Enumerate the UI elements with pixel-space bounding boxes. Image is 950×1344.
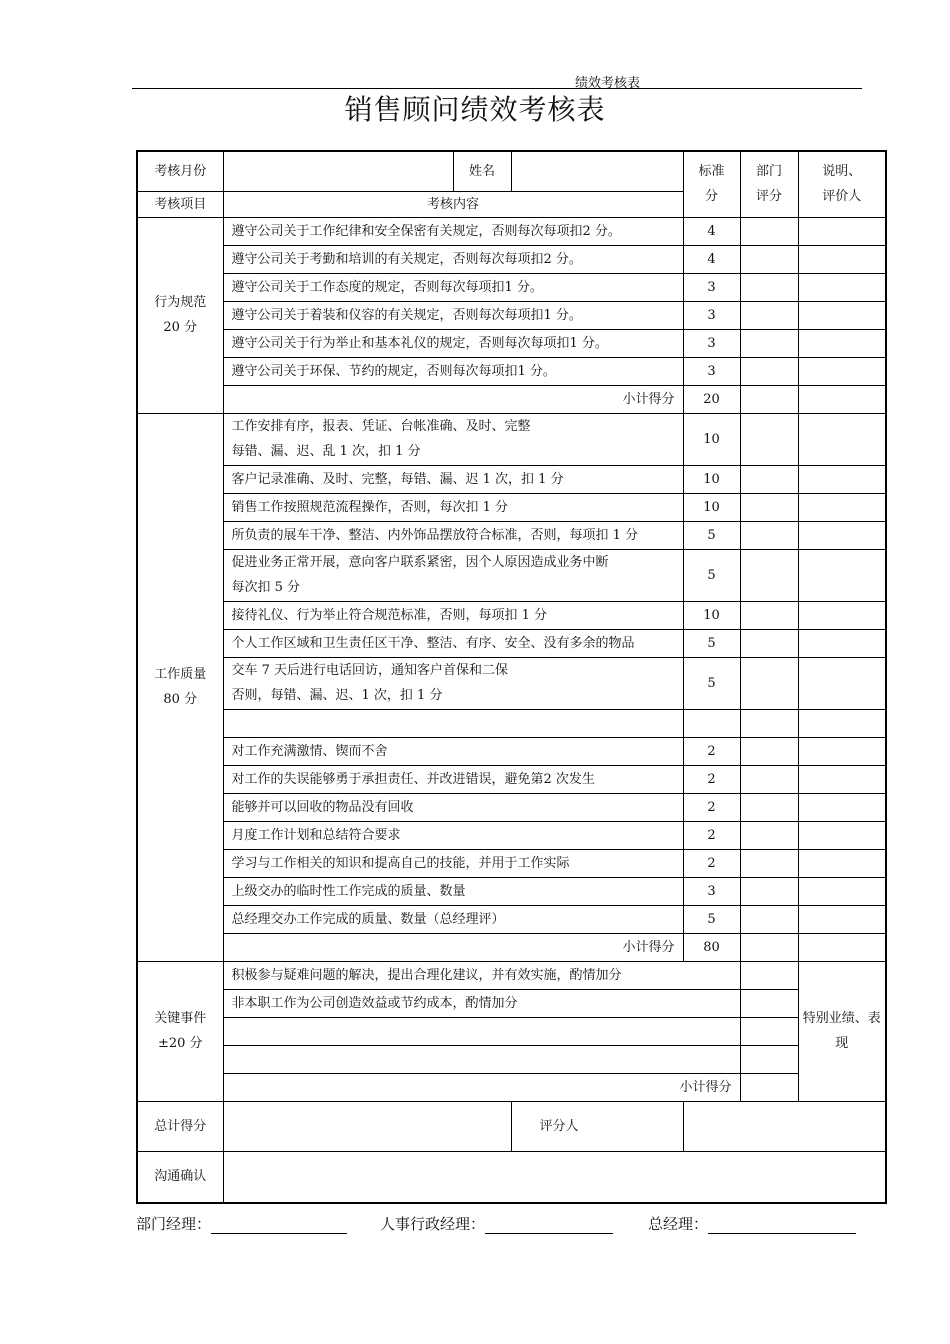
behavior-item-score: 4 [683, 217, 740, 245]
table-row [137, 245, 886, 273]
note-cell[interactable] [798, 657, 886, 709]
note-header: 说明、评价人 [798, 151, 886, 217]
dept-score-cell[interactable] [740, 273, 798, 301]
dept-score-cell[interactable] [740, 217, 798, 245]
behavior-item-text: 遵守公司关于着装和仪容的有关规定，否则每次每项扣1 分。 [223, 301, 683, 329]
table-row [137, 877, 886, 905]
quality-item-score: 10 [683, 601, 740, 629]
note-cell[interactable] [798, 329, 886, 357]
dept-manager-signature-line[interactable] [211, 1217, 347, 1234]
dept-score-cell[interactable] [740, 849, 798, 877]
dept-score-cell[interactable] [740, 905, 798, 933]
signoff-dept-manager [136, 1213, 347, 1234]
dept-score-cell[interactable] [740, 877, 798, 905]
quality-item-text: 对工作的失误能够勇于承担责任、并改进错误，避免第2 次发生 [223, 765, 683, 793]
quality-item-text: 学习与工作相关的知识和提高自己的技能，并用于工作实际 [223, 849, 683, 877]
dept-score-cell[interactable] [740, 245, 798, 273]
table-row [137, 709, 886, 737]
key-events-category-name: 关键事件 [154, 1011, 207, 1026]
note-cell[interactable] [798, 849, 886, 877]
dept-score-header: 部门评分 [740, 151, 798, 217]
quality-item-score: 2 [683, 793, 740, 821]
key-events-side-note: 特别业绩、表现 [798, 961, 886, 1101]
key-events-subtotal-cell[interactable] [740, 1073, 798, 1101]
quality-item-score: 3 [683, 877, 740, 905]
item-label: 考核项目 [137, 191, 223, 217]
table-row [137, 989, 886, 1017]
quality-subtotal-row [137, 933, 886, 961]
dept-score-cell[interactable] [740, 601, 798, 629]
total-field[interactable] [223, 1101, 511, 1151]
note-cell[interactable] [798, 245, 886, 273]
note-cell[interactable] [798, 521, 886, 549]
quality-item-text: 能够并可以回收的物品没有回收 [223, 793, 683, 821]
content-label: 考核内容 [223, 191, 683, 217]
dept-score-cell[interactable] [740, 385, 798, 413]
rater-label-cell [511, 1101, 683, 1151]
name-label: 姓名 [453, 151, 511, 191]
quality-item-text: 对工作充满激情、锲而不舍 [223, 737, 683, 765]
month-label: 考核月份 [137, 151, 223, 191]
quality-category-points: 80 分 [163, 692, 198, 707]
quality-item-text: 销售工作按照规范流程操作，否则，每次扣 1 分 [223, 493, 683, 521]
dept-score-cell[interactable] [740, 657, 798, 709]
note-cell[interactable] [798, 737, 886, 765]
table-row [137, 629, 886, 657]
table-row [137, 493, 886, 521]
table-row [137, 521, 886, 549]
behavior-item-score: 3 [683, 273, 740, 301]
quality-item-line: 促进业务正常开展，意向客户联系紧密，因个人原因造成业务中断 [231, 555, 609, 570]
subtotal-label: 小计得分 [223, 933, 683, 961]
table-row [137, 465, 886, 493]
dept-score-cell[interactable] [740, 1045, 798, 1073]
table-row [137, 765, 886, 793]
dept-score-cell[interactable] [740, 629, 798, 657]
quality-item-text [223, 549, 683, 601]
quality-item-score: 2 [683, 849, 740, 877]
quality-item-text: 客户记录准确、及时、完整，每错、漏、迟 1 次，扣 1 分 [223, 465, 683, 493]
behavior-item-text: 遵守公司关于工作态度的规定，否则每次每项扣1 分。 [223, 273, 683, 301]
quality-item-score: 2 [683, 821, 740, 849]
dept-score-cell[interactable] [740, 1017, 798, 1045]
note-cell[interactable] [798, 465, 886, 493]
hr-manager-label: 人事行政经理： [380, 1215, 486, 1233]
table-row [137, 793, 886, 821]
dept-score-cell[interactable] [740, 737, 798, 765]
dept-score-cell[interactable] [740, 329, 798, 357]
dept-score-cell[interactable] [740, 549, 798, 601]
table-row [137, 601, 886, 629]
quality-item-score: 10 [683, 465, 740, 493]
quality-item-score: 5 [683, 521, 740, 549]
key-event-text [223, 1017, 740, 1045]
quality-item-text: 个人工作区域和卫生责任区干净、整洁、有序、安全、没有多余的物品 [223, 629, 683, 657]
table-row [137, 961, 886, 989]
key-event-text: 非本职工作为公司创造效益或节约成本，酌情加分 [223, 989, 740, 1017]
note-cell[interactable] [798, 765, 886, 793]
table-row [137, 329, 886, 357]
behavior-category-points: 20 分 [163, 320, 198, 335]
dept-score-cell[interactable] [740, 821, 798, 849]
subtotal-label: 小计得分 [223, 1073, 740, 1101]
quality-item-score: 5 [683, 657, 740, 709]
subtotal-label: 小计得分 [223, 385, 683, 413]
quality-item-line: 交车 7 天后进行电话回访，通知客户首保和二保 [231, 663, 509, 678]
key-event-text [223, 1045, 740, 1073]
total-label: 总计得分 [137, 1101, 223, 1151]
table-row [137, 1017, 886, 1045]
std-score-header: 标准分 [683, 151, 740, 217]
quality-item-score: 10 [683, 413, 740, 465]
quality-item-text: 上级交办的临时性工作完成的质量、数量 [223, 877, 683, 905]
note-cell[interactable] [798, 301, 886, 329]
table-row [137, 413, 886, 465]
table-row [137, 217, 886, 245]
quality-item-score: 5 [683, 549, 740, 601]
confirm-row [137, 1151, 886, 1203]
behavior-item-text: 遵守公司关于环保、节约的规定，否则每次每项扣1 分。 [223, 357, 683, 385]
note-cell[interactable] [798, 357, 886, 385]
note-cell[interactable] [798, 601, 886, 629]
dept-score-cell[interactable] [740, 413, 798, 465]
note-cell[interactable] [798, 273, 886, 301]
note-cell[interactable] [798, 877, 886, 905]
header-row-1 [137, 151, 886, 191]
behavior-item-text: 遵守公司关于考勤和培训的有关规定，否则每次每项扣2 分。 [223, 245, 683, 273]
dept-score-cell[interactable] [740, 493, 798, 521]
dept-score-cell[interactable] [740, 465, 798, 493]
quality-item-line: 每次扣 5 分 [231, 580, 301, 595]
table-row [137, 301, 886, 329]
dept-score-cell[interactable] [740, 521, 798, 549]
rater-field[interactable] [683, 1101, 886, 1151]
dept-score-cell[interactable] [740, 793, 798, 821]
dept-score-cell[interactable] [740, 989, 798, 1017]
quality-item-text [223, 657, 683, 709]
note-cell[interactable] [798, 549, 886, 601]
note-cell[interactable] [798, 793, 886, 821]
dept-score-cell[interactable] [740, 961, 798, 989]
behavior-item-text: 遵守公司关于工作纪律和安全保密有关规定，否则每次每项扣2 分。 [223, 217, 683, 245]
behavior-subtotal: 20 [683, 385, 740, 413]
confirm-label: 沟通确认 [137, 1151, 223, 1203]
quality-item-score [683, 709, 740, 737]
quality-item-score: 2 [683, 737, 740, 765]
quality-item-text: 月度工作计划和总结符合要求 [223, 821, 683, 849]
quality-item-score: 10 [683, 493, 740, 521]
table-row [137, 905, 886, 933]
dept-score-cell[interactable] [740, 301, 798, 329]
behavior-subtotal-row [137, 385, 886, 413]
quality-item-score: 5 [683, 629, 740, 657]
key-event-text: 积极参与疑难问题的解决，提出合理化建议，并有效实施，酌情加分 [223, 961, 740, 989]
behavior-item-text: 遵守公司关于行为举止和基本礼仪的规定，否则每次每项扣1 分。 [223, 329, 683, 357]
general-manager-label: 总经理： [648, 1215, 709, 1233]
note-cell[interactable] [798, 385, 886, 413]
quality-category [137, 413, 223, 961]
running-header: 绩效考核表 [575, 76, 641, 91]
quality-subtotal: 80 [683, 933, 740, 961]
total-row [137, 1101, 886, 1151]
quality-item-text: 接待礼仪、行为举止符合规范标准，否则，每项扣 1 分 [223, 601, 683, 629]
note-cell[interactable] [798, 493, 886, 521]
table-row [137, 821, 886, 849]
note-cell[interactable] [798, 933, 886, 961]
quality-item-text: 总经理交办工作完成的质量、数量（总经理评） [223, 905, 683, 933]
note-cell[interactable] [798, 709, 886, 737]
signoff-hr-manager [380, 1213, 613, 1234]
month-field[interactable] [223, 151, 453, 191]
hr-manager-signature-line[interactable] [485, 1217, 613, 1234]
note-cell[interactable] [798, 905, 886, 933]
behavior-item-score: 3 [683, 301, 740, 329]
quality-item-text: 所负责的展车干净、整洁、内外饰品摆放符合标准，否则，每项扣 1 分 [223, 521, 683, 549]
table-row [137, 849, 886, 877]
dept-score-cell[interactable] [740, 357, 798, 385]
dept-score-cell[interactable] [740, 709, 798, 737]
note-cell[interactable] [798, 413, 886, 465]
quality-item-text [223, 709, 683, 737]
note-cell[interactable] [798, 821, 886, 849]
table-row [137, 549, 886, 601]
rater-label: 评分人 [539, 1118, 579, 1134]
dept-score-cell[interactable] [740, 933, 798, 961]
name-field[interactable] [511, 151, 683, 191]
note-cell[interactable] [798, 217, 886, 245]
key-events-category-points: ±20 分 [157, 1036, 203, 1051]
quality-category-name: 工作质量 [154, 667, 207, 682]
table-row [137, 657, 886, 709]
quality-item-text [223, 413, 683, 465]
behavior-category-name: 行为规范 [154, 295, 207, 310]
table-row [137, 273, 886, 301]
quality-item-score: 2 [683, 765, 740, 793]
quality-item-line: 每错、漏、迟、乱 1 次，扣 1 分 [231, 444, 421, 459]
confirm-field[interactable] [223, 1151, 886, 1203]
behavior-item-score: 3 [683, 329, 740, 357]
table-row [137, 357, 886, 385]
behavior-item-score: 3 [683, 357, 740, 385]
page-title: 销售顾问绩效考核表 [344, 93, 606, 126]
table-row [137, 737, 886, 765]
dept-manager-label: 部门经理： [136, 1215, 212, 1233]
key-events-category [137, 961, 223, 1101]
assessment-table [136, 150, 887, 1204]
key-events-subtotal-row [137, 1073, 886, 1101]
behavior-category [137, 217, 223, 413]
general-manager-signature-line[interactable] [708, 1217, 856, 1234]
quality-item-line: 工作安排有序，报表、凭证、台帐准确、及时、完整 [231, 419, 531, 434]
behavior-item-score: 4 [683, 245, 740, 273]
note-cell[interactable] [798, 629, 886, 657]
signoff-general-manager [648, 1213, 856, 1234]
quality-item-score: 5 [683, 905, 740, 933]
table-row [137, 1045, 886, 1073]
dept-score-cell[interactable] [740, 765, 798, 793]
quality-item-line: 否则，每错、漏、迟、1 次，扣 1 分 [231, 688, 443, 703]
